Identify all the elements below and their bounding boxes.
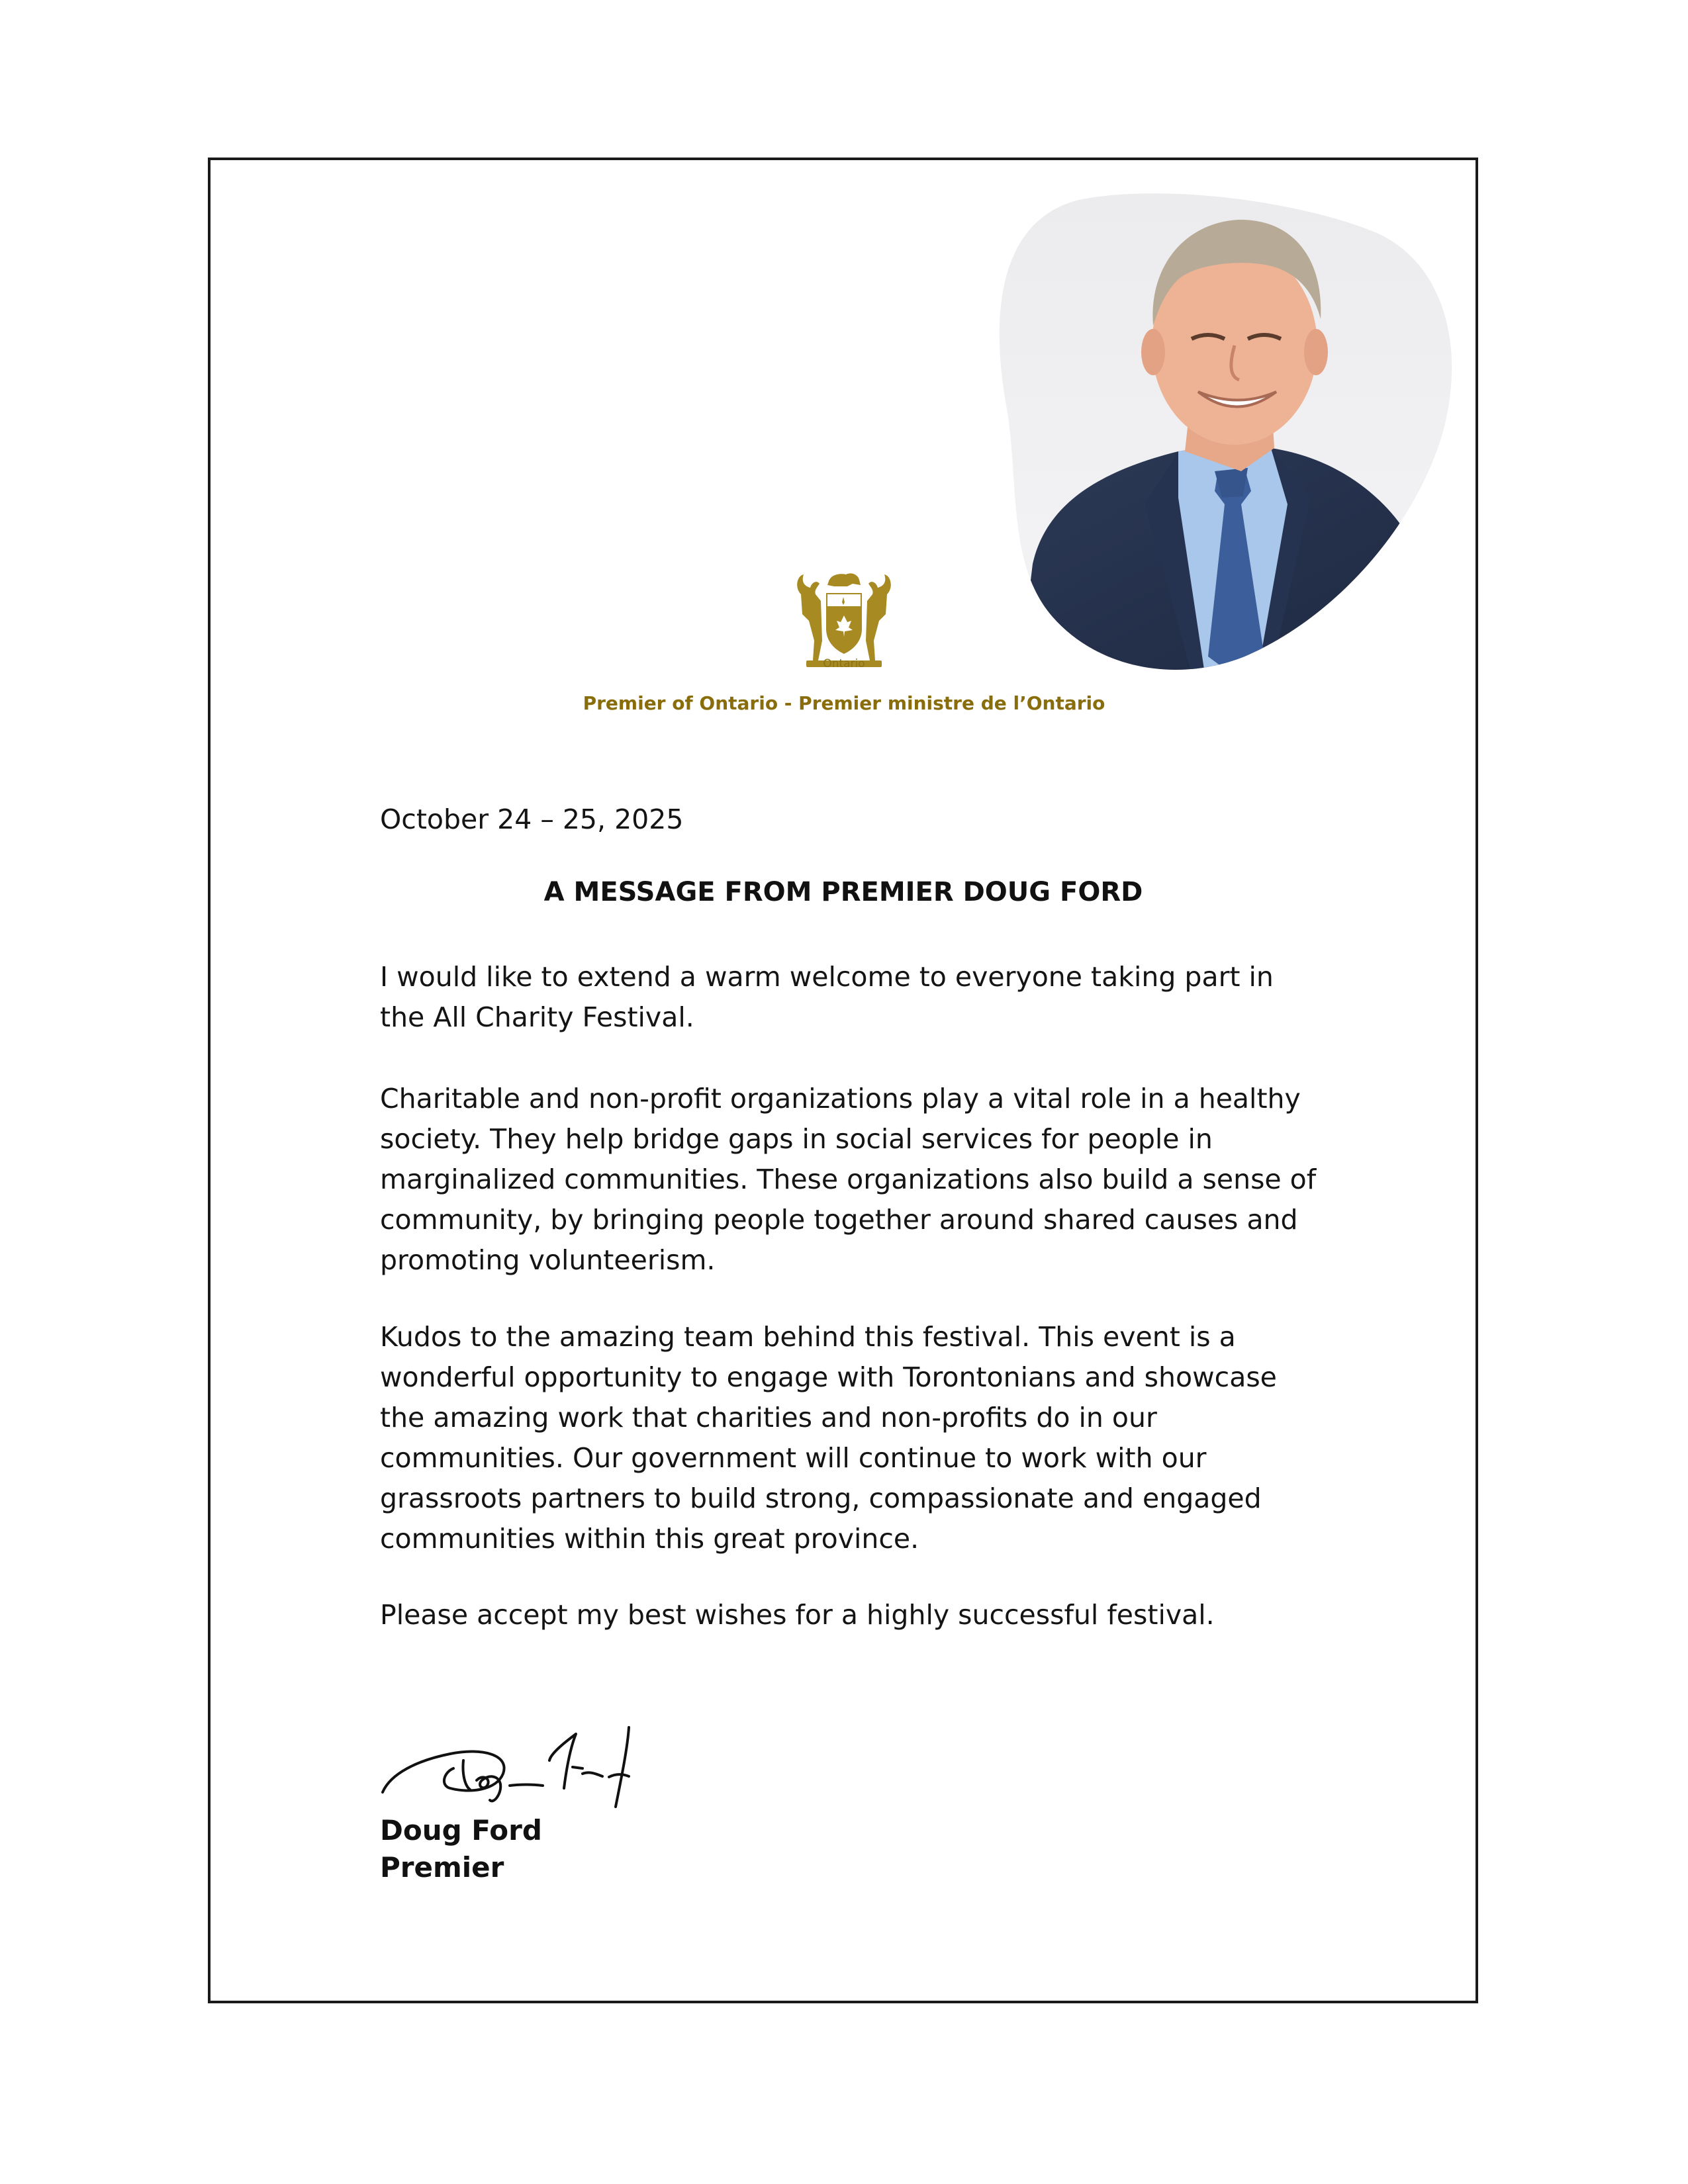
premier-portrait-photo: [980, 193, 1456, 674]
office-title: Premier of Ontario - Premier ministre de l’Ontario: [583, 692, 1105, 714]
letter-heading: A MESSAGE FROM PREMIER DOUG FORD: [543, 877, 1143, 907]
handwritten-signature: [377, 1707, 708, 1813]
letter-paragraph-4: Please accept my best wishes for a highly successful festival.: [380, 1599, 1215, 1631]
signer-title: Premier: [380, 1851, 504, 1884]
letter-paragraph-2: Charitable and non-profit organizations play a vital role in a healthy society. They help bridge gaps in social services for people in marginalized communities. These organizations also build a sense of community, by bringing people together around shared causes and promoting volunteerism.: [380, 1083, 1317, 1276]
signer-name: Doug Ford: [380, 1814, 542, 1846]
letter-paragraph-3: Kudos to the amazing team behind this festival. This event is a wonderful opportunity to engage with Torontonians and showcase the amazing work that charities and non-profits do in our communities. Our government will continue to work with our grassroots partners to build strong, compassionate and engaged communities within this great province.: [380, 1321, 1277, 1555]
letter-paragraph-1: I would like to extend a warm welcome to everyone taking part in the All Charity Festival.: [380, 961, 1274, 1033]
letter-date: October 24 – 25, 2025: [380, 803, 684, 835]
crest-label: Ontario: [823, 657, 865, 670]
